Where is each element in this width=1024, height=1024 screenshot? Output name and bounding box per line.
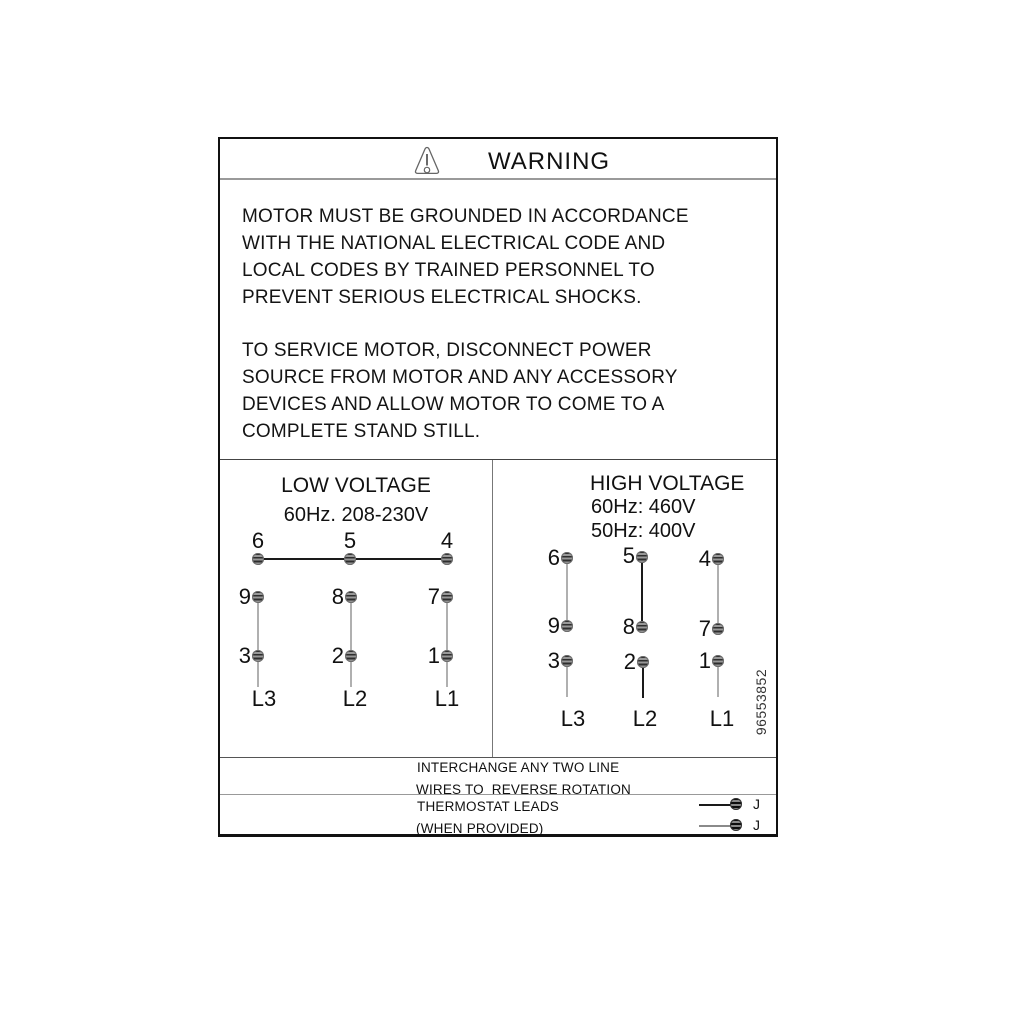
- part-number: 96553852: [753, 668, 769, 736]
- hv-terminal-2-dot: [637, 656, 649, 668]
- lv-terminal-5-label: 5: [343, 528, 357, 553]
- warning-paragraph-1: MOTOR MUST BE GROUNDED IN ACCORDANCE WITH THE NATIONAL ELECTRICAL CODE AND LOCAL CODES BY TRAINED PERSONNEL TO PREVENT SERIOUS ELECTRICAL SHOCKS.: [242, 206, 689, 308]
- hv-wire-5-8: [641, 557, 643, 627]
- hv-terminal-6-label: 6: [547, 545, 560, 570]
- high-voltage-panel: [493, 460, 776, 757]
- hv-terminal-9-label: 9: [547, 613, 560, 638]
- lv-terminal-2-dot: [345, 650, 357, 662]
- thermostat-lead1-label: J: [753, 796, 760, 812]
- lv-line-label-l2: L2: [342, 686, 368, 711]
- hv-terminal-2-label: 2: [623, 649, 636, 674]
- hv-wire-6-9: [566, 558, 568, 626]
- hv-terminal-5-label: 5: [622, 543, 635, 568]
- warning-text: [242, 203, 760, 471]
- hv-terminal-8-label: 8: [622, 614, 635, 639]
- lv-terminal-8-label: 8: [331, 584, 344, 609]
- hv-terminal-1-label: 1: [698, 648, 711, 673]
- thermostat-lead1-wire: [699, 804, 732, 806]
- warning-paragraph-2: TO SERVICE MOTOR, DISCONNECT POWER SOURCE FROM MOTOR AND ANY ACCESSORY DEVICES AND ALLOW MOTOR TO COME TO A COMPLETE STAND STILL.: [242, 340, 678, 442]
- thermostat-note-line2: (WHEN PROVIDED): [416, 821, 544, 836]
- lv-wire-7-1: [446, 597, 448, 687]
- hv-wire-4-7: [717, 559, 719, 629]
- low-voltage-panel: [220, 460, 493, 757]
- hv-terminal-3-label: 3: [547, 648, 560, 673]
- lv-terminal-3-dot: [252, 650, 264, 662]
- high-voltage-title: HIGH VOLTAGE: [590, 472, 745, 495]
- hv-terminal-5-dot: [636, 551, 648, 563]
- lv-terminal-1-dot: [441, 650, 453, 662]
- hv-terminal-7-label: 7: [698, 616, 711, 641]
- lv-terminal-8-dot: [345, 591, 357, 603]
- lv-terminal-4-label: 4: [440, 528, 454, 553]
- hv-line-label-l2: L2: [632, 706, 658, 731]
- hv-terminal-1-dot: [712, 655, 724, 667]
- lv-wire-8-2: [350, 597, 352, 687]
- hv-terminal-4-dot: [712, 553, 724, 565]
- low-voltage-title: LOW VOLTAGE: [281, 474, 431, 497]
- lv-wire-9-3: [257, 597, 259, 687]
- low-voltage-subtitle: 60Hz. 208-230V: [283, 504, 429, 526]
- lv-terminal-1-label: 1: [427, 643, 440, 668]
- hv-line-label-l3: L3: [560, 706, 586, 731]
- thermostat-note-line1: THERMOSTAT LEADS: [417, 799, 559, 814]
- lv-terminal-6-label: 6: [251, 528, 265, 553]
- lv-terminal-5-dot: [344, 553, 356, 565]
- lv-terminal-9-label: 9: [238, 584, 251, 609]
- hv-terminal-9-dot: [561, 620, 573, 632]
- lv-line-label-l1: L1: [434, 686, 460, 711]
- thermostat-lead1-terminal: [730, 798, 742, 810]
- lv-terminal-3-label: 3: [238, 643, 251, 668]
- warning-title: WARNING: [488, 148, 611, 175]
- lv-terminal-7-label: 7: [427, 584, 440, 609]
- hv-terminal-8-dot: [636, 621, 648, 633]
- rotation-note-line1: INTERCHANGE ANY TWO LINE: [417, 760, 620, 775]
- high-voltage-subtitle-50hz: 50Hz: 400V: [591, 520, 696, 542]
- rotation-note-line2: WIRES TO REVERSE ROTATION: [416, 782, 631, 797]
- warning-text-section: [220, 180, 776, 460]
- lv-line-label-l3: L3: [251, 686, 277, 711]
- motor-warning-label: [218, 137, 778, 837]
- lv-terminal-4-dot: [441, 553, 453, 565]
- thermostat-lead2-terminal: [730, 819, 742, 831]
- lv-terminal-7-dot: [441, 591, 453, 603]
- hv-terminal-3-dot: [561, 655, 573, 667]
- lv-terminal-9-dot: [252, 591, 264, 603]
- thermostat-lead2-label: J: [753, 817, 760, 833]
- thermostat-lead2-wire: [699, 825, 732, 827]
- hv-terminal-6-dot: [561, 552, 573, 564]
- high-voltage-subtitle-60hz: 60Hz: 460V: [591, 496, 696, 518]
- rotation-note-section: [220, 758, 776, 795]
- hv-line-label-l1: L1: [709, 706, 735, 731]
- lv-terminal-2-label: 2: [331, 643, 344, 668]
- hv-terminal-7-dot: [712, 623, 724, 635]
- lv-terminal-6-dot: [252, 553, 264, 565]
- warning-header: [220, 139, 776, 180]
- thermostat-leads-section: [220, 795, 776, 834]
- warning-triangle-icon: [413, 145, 441, 181]
- hv-terminal-4-label: 4: [698, 546, 711, 571]
- wiring-diagrams-section: [220, 460, 776, 758]
